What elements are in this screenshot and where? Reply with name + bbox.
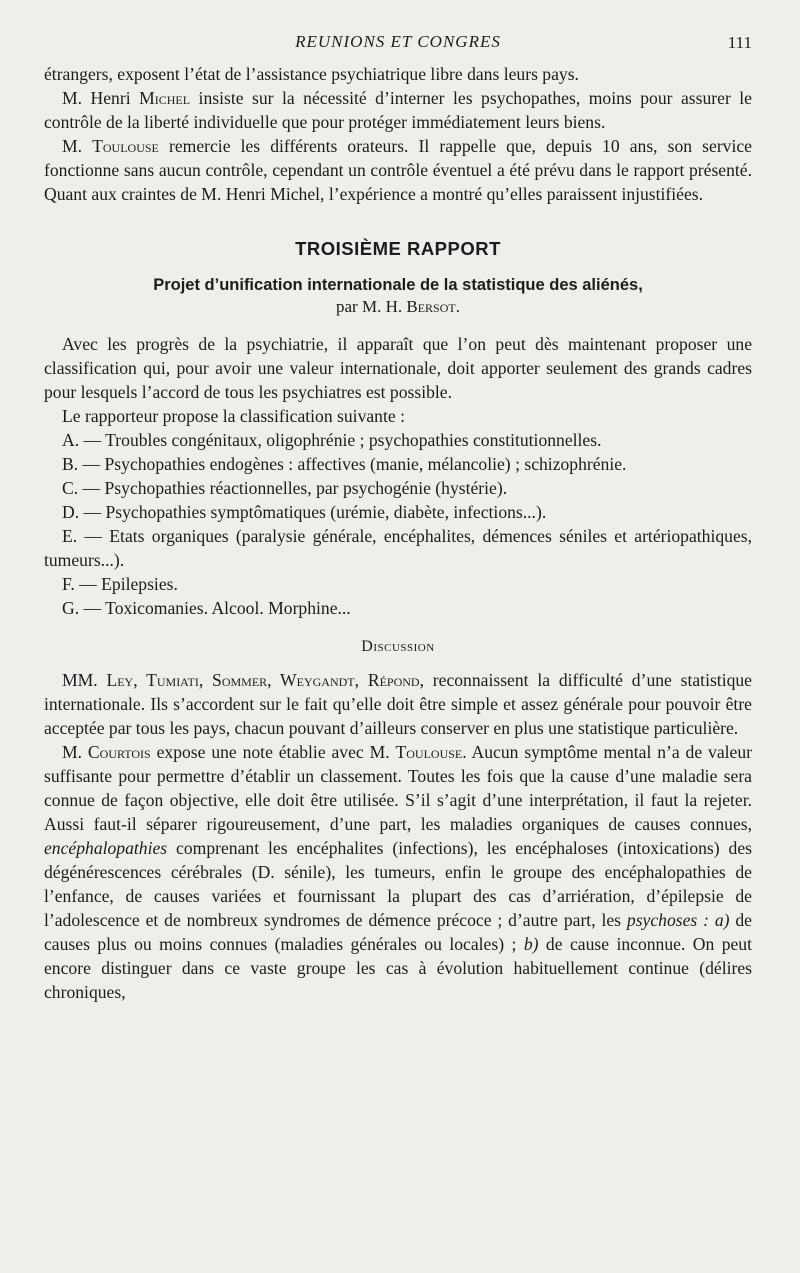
page-number: 111 [727,33,752,52]
text-run: de cause inconnue. On peut encore distinguer dans ce vaste groupe les cas à évolution habituellement continue (délires chroniques, [44,934,752,1002]
text-run: Toulouse [92,136,159,156]
text-run: Aucun symptôme mental n’a de valeur suffisante pour permettre d’établir un classement. Toutes les fois que la cause d’une maladie sera connue de façon objective, elle doit être utilisée. S’il s’agit d’une interprétation, il faut la rejeter. Aussi faut-il séparer rigoureusement, d’une part, les maladies organiques de causes connues, [44,742,752,834]
paragraph [44,668,752,740]
text-run: encéphalopathies [44,838,168,858]
paragraph [44,134,752,206]
report-author-prefix: par M. H. [336,297,407,316]
classification-item: G. — Toxicomanies. Alcool. Morphine... [62,598,351,618]
text-run: de causes plus ou moins connues (maladies générales ou locales) ; [44,910,752,954]
paragraph [44,332,752,404]
text-run: Ley, Tumiati, Sommer, Weygandt, Répond, [106,670,424,690]
text-run: Courtois [87,742,151,762]
section-title: TROISIÈME RAPPORT [295,238,501,259]
text-run: M. [62,136,93,156]
classification-item: C. — Psychopathies réactionnelles, par psychogénie (hystérie). [62,478,508,498]
intro-section [44,62,752,206]
report-title: Projet d’unification internationale de la statistique des aliénés, [153,276,643,294]
text-run: expose une note établie avec M. [150,742,396,762]
paragraph [44,740,752,1004]
text-run: remercie les différents orateurs. Il rappelle que, depuis 10 ans, son service fonctionne sans aucun contrôle, cependant un contrôle éventuel a été prévu dans le rapport présenté. Quant aux craintes de M. Henri Michel, l’expérience a montré qu’elles paraissent injustifiées. [44,136,752,204]
text-run: M. [62,742,88,762]
text-run: MM. [62,670,107,690]
classification-item: F. — Epilepsies. [62,574,178,594]
report-author [44,296,752,318]
classification-item: A. — Troubles congénitaux, oligophrénie ; psychopathies constitutionnelles. [62,430,602,450]
text-run: Le rapporteur propose la classification suivante : [62,406,405,426]
report-author-name: Bersot. [406,297,460,316]
report-body [44,332,752,428]
discussion-heading: Discussion [361,638,435,655]
text-run: Toulouse. [395,742,467,762]
text-run: étrangers, exposent l’état de l’assistance psychiatrique libre dans leurs pays. [44,64,579,84]
classification-list [44,428,752,620]
paragraph [44,404,752,428]
discussion-body [44,668,752,1004]
text-run: M. Henri [62,88,140,108]
text-run: reconnaissent la difficulté d’une statistique internationale. Ils s’accordent sur le fait qu’elle doit être simple et assez générale pour pouvoir être acceptée par tous les pays, chacun pouvant d’ailleurs conserver en plus une statistique particulière. [44,670,752,738]
classification-item: E. — Etats organiques (paralysie générale, encéphalites, démences séniles et artériopathiques, tumeurs...). [44,526,752,570]
classification-item: B. — Psychopathies endogènes : affectives (manie, mélancolie) ; schizophrénie. [62,454,627,474]
text-run: Michel [139,88,191,108]
classification-item: D. — Psychopathies symptômatiques (urémie, diabète, infections...). [62,502,547,522]
text-run: b) [523,934,539,954]
text-run: psychoses : a) [626,910,730,930]
paragraph [44,62,752,86]
paragraph [44,86,752,134]
page-header [44,28,752,62]
running-title: REUNIONS ET CONGRES [295,32,501,51]
text-run: Avec les progrès de la psychiatrie, il apparaît que l’on peut dès maintenant proposer une classification qui, pour avoir une valeur internationale, doit apporter seulement des grands cadres pour lesquels l’accord de tous les psychiatres est possible. [44,334,752,402]
text-run: insiste sur la nécessité d’interner les psychopathes, moins pour assurer le contrôle de la liberté individuelle que pour protéger immédiatement leurs biens. [44,88,752,132]
text-run: comprenant les encéphalites (infections), les encéphaloses (intoxications) des dégénérescences cérébrales (D. sénile), les tumeurs, enfin le groupe des encéphalopathies de l’enfance, de causes variées et fournissant la plupart des cas d’arriération, d’épilepsie de l’adolescence et de nombreux syndromes de démence précoce ; d’autre part, les [44,838,752,930]
